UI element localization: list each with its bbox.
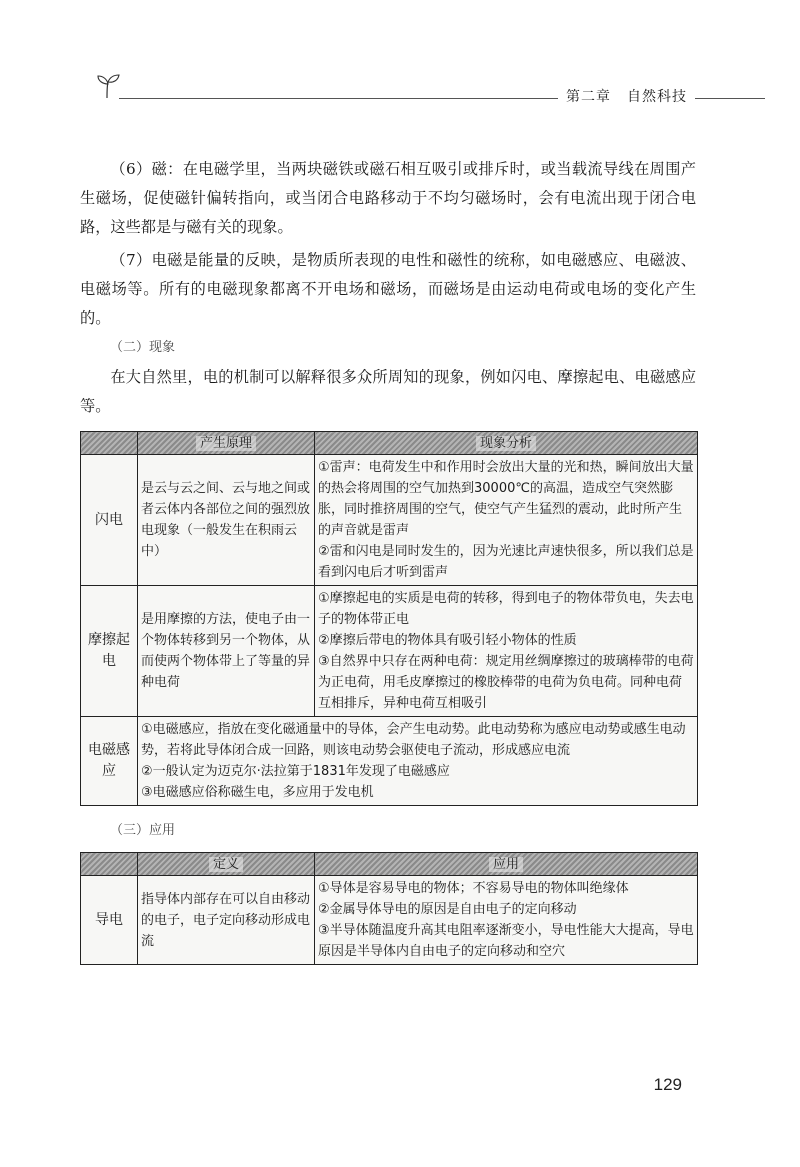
table-header-blank <box>81 853 138 876</box>
application-item: ①导体是容易导电的物体；不容易导电的物体叫绝缘体 <box>318 881 629 896</box>
analysis-item: ①电磁感应，指放在变化磁通量中的导体，会产生电动势。此电动势称为感应电动势或感生电动势，若将此导体闭合成一回路，则该电动势会驱使电子流动，形成感应电流 <box>141 722 686 758</box>
row-principle: 是用摩擦的方法，使电子由一个物体转移到另一个物体，从而使两个物体带上了等量的异种电荷 <box>138 586 315 717</box>
application-item: ③半导体随温度升高其电阻率逐渐变小，导电性能大大提高，导电原因是半导体内自由电子的定向移动和空穴 <box>318 923 694 959</box>
page-content <box>80 155 696 965</box>
sprout-icon <box>95 72 121 100</box>
table-row <box>81 586 698 717</box>
table-header-principle: 产生原理 <box>138 432 315 455</box>
section-heading-applications: （三）应用 <box>110 823 176 838</box>
row-applications <box>315 876 698 965</box>
analysis-item: ①摩擦起电的实质是电荷的转移，得到电子的物体带负电，失去电子的物体带正电 <box>318 591 694 627</box>
section-heading-phenomena: （二）现象 <box>110 340 176 355</box>
page-header <box>95 72 785 112</box>
applications-table <box>80 852 698 965</box>
table-row <box>81 876 698 965</box>
row-principle: 是云与云之间、云与地之间或者云体内各部位之间的强烈放电现象（一般发生在积雨云中） <box>138 455 315 586</box>
analysis-item: ③电磁感应俗称磁生电，多应用于发电机 <box>141 785 374 800</box>
phenomena-table <box>80 431 698 806</box>
table-header-row <box>81 853 698 876</box>
table-header-analysis: 现象分析 <box>315 432 698 455</box>
row-category: 电磁感应 <box>81 717 138 806</box>
table-header-blank <box>81 432 138 455</box>
chapter-label: 第二章 <box>566 89 611 105</box>
running-header <box>558 86 695 106</box>
chapter-title: 自然科技 <box>627 89 687 105</box>
table-row <box>81 717 698 806</box>
paragraph-phenomena-intro: 在大自然里，电的机制可以解释很多众所周知的现象，例如闪电、摩擦起电、电磁感应等。 <box>80 368 696 415</box>
table-header-definition: 定义 <box>138 853 315 876</box>
analysis-item: ③自然界中只存在两种电荷：规定用丝绸摩擦过的玻璃棒带的电荷为正电荷，用毛皮摩擦过的橡胶棒带的电荷为负电荷。同种电荷互相排斥，异种电荷互相吸引 <box>318 654 694 711</box>
page-number: 129 <box>653 1075 682 1094</box>
analysis-item: ②雷和闪电是同时发生的，因为光速比声速快很多，所以我们总是看到闪电后才听到雷声 <box>318 544 694 580</box>
paragraph-electromagnetism: （7）电磁是能量的反映，是物质所表现的电性和磁性的统称，如电磁感应、电磁波、电磁场等。所有的电磁现象都离不开电场和磁场，而磁场是由运动电荷或电场的变化产生的。 <box>80 251 696 327</box>
table-header-row <box>81 432 698 455</box>
row-analysis <box>315 586 698 717</box>
row-analysis <box>315 455 698 586</box>
analysis-item: ②摩擦后带电的物体具有吸引轻小物体的性质 <box>318 633 577 648</box>
analysis-item: ②一般认定为迈克尔·法拉第于1831年发现了电磁感应 <box>141 764 450 779</box>
table-header-application: 应用 <box>315 853 698 876</box>
application-item: ②金属导体导电的原因是自由电子的定向移动 <box>318 902 577 917</box>
analysis-item: ①雷声：电荷发生中和作用时会放出大量的光和热，瞬间放出大量的热会将周围的空气加热到30000℃的高温，造成空气突然膨胀，同时推挤周围的空气，使空气产生猛烈的震动，此时所产生的声音就是雷声 <box>318 460 694 538</box>
table-row <box>81 455 698 586</box>
paragraph-magnetism: （6）磁：在电磁学里，当两块磁铁或磁石相互吸引或排斥时，或当载流导线在周围产生磁场，促使磁针偏转指向，或当闭合电路移动于不均匀磁场时，会有电流出现于闭合电路，这些都是与磁有关的现象。 <box>80 160 696 236</box>
row-category: 闪电 <box>81 455 138 586</box>
row-category: 导电 <box>81 876 138 965</box>
row-category: 摩擦起电 <box>81 586 138 717</box>
row-definition: 指导体内部存在可以自由移动的电子，电子定向移动形成电流 <box>138 876 315 965</box>
row-merged-analysis <box>138 717 698 806</box>
